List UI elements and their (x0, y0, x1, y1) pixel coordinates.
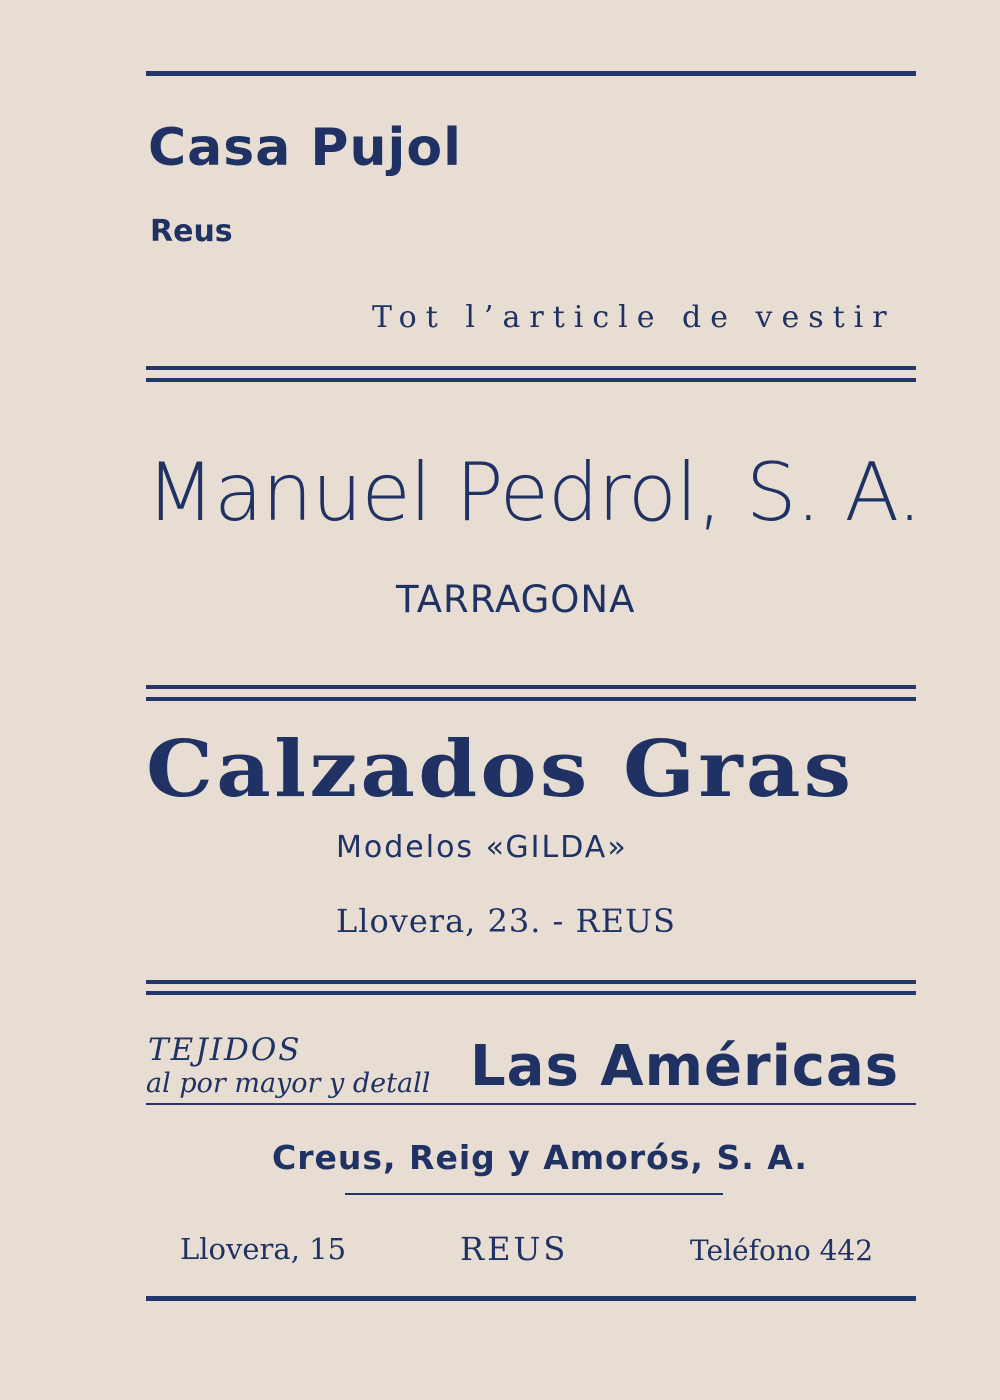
divider-rule-3a (146, 980, 916, 984)
calzados-gras-title: Calzados Gras (146, 724, 855, 815)
tejidos-line: TEJIDOS (148, 1032, 302, 1068)
pedrol-city: TARRAGONA (396, 578, 636, 621)
top-rule (146, 71, 916, 76)
divider-rule-1b (146, 378, 916, 382)
casa-pujol-title: Casa Pujol (148, 118, 462, 178)
divider-rule-3b (146, 991, 916, 995)
calzados-gras-models: Modelos «GILDA» (336, 830, 628, 865)
calzados-gras-address: Llovera, 23. - REUS (336, 902, 676, 940)
las-americas-underline (146, 1103, 916, 1105)
tejidos-wholesale-line: al por mayor y detall (146, 1068, 431, 1099)
las-americas-phone: Teléfono 442 (690, 1234, 874, 1267)
las-americas-company: Creus, Reig y Amorós, S. A. (272, 1138, 808, 1177)
las-americas-title: Las Américas (470, 1034, 900, 1099)
bottom-rule (146, 1296, 916, 1301)
las-americas-city: REUS (460, 1230, 569, 1268)
pedrol-title: Manuel Pedrol, S. A. (146, 446, 922, 539)
las-americas-street: Llovera, 15 (180, 1232, 347, 1266)
divider-rule-2a (146, 685, 916, 689)
casa-pujol-city: Reus (150, 214, 233, 249)
company-underline (345, 1193, 723, 1195)
divider-rule-2b (146, 697, 916, 701)
divider-rule-1a (146, 366, 916, 370)
casa-pujol-tagline: Tot l’article de vestir (372, 300, 896, 335)
